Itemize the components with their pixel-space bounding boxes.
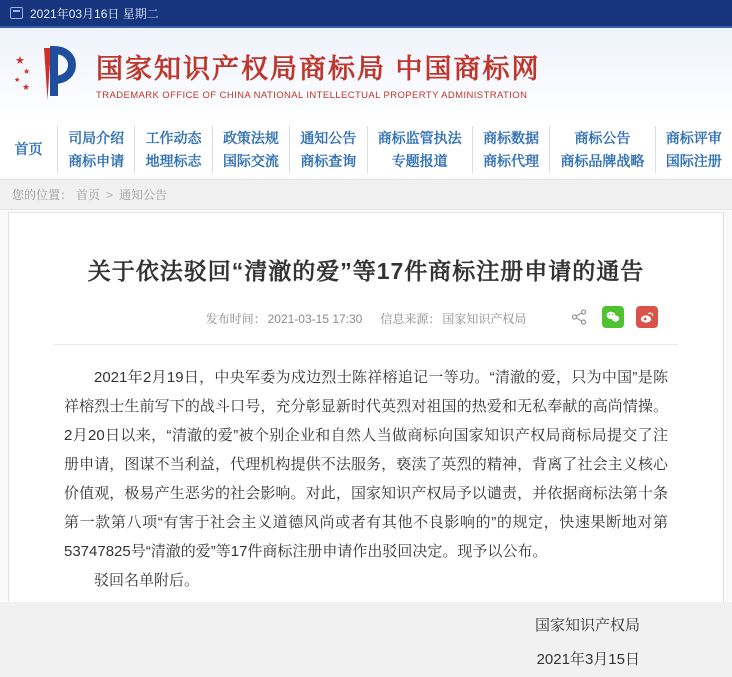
source-value: 国家知识产权局	[442, 312, 527, 326]
nav-item-data-agency[interactable]	[473, 126, 550, 173]
top-date-bar	[0, 0, 732, 28]
breadcrumb	[0, 180, 732, 210]
site-subtitle: TRADEMARK OFFICE OF CHINA NATIONAL INTELLECTUAL PROPERTY ADMINISTRATION	[96, 90, 528, 101]
source-label: 信息来源：	[380, 312, 441, 326]
nav-item-news-gi[interactable]	[135, 126, 212, 173]
article-meta	[64, 308, 668, 330]
svg-text:★: ★	[15, 55, 25, 67]
nav-label[interactable]: 商标评审	[665, 129, 722, 146]
article-paragraph: 驳回名单附后。	[94, 572, 200, 589]
site-title: 国家知识产权局商标局 中国商标网	[96, 54, 541, 84]
nav-item-gazette-strategy[interactable]	[550, 126, 655, 173]
nav-label[interactable]: 地理标志	[145, 152, 202, 169]
main-nav	[0, 120, 732, 180]
nav-label[interactable]: 商标代理	[483, 152, 540, 169]
nav-label[interactable]: 国际注册	[665, 152, 722, 169]
breadcrumb-home-link[interactable]: 首页	[76, 188, 101, 202]
nav-label[interactable]: 国际交流	[222, 152, 279, 169]
wechat-icon[interactable]	[602, 306, 624, 328]
nav-label[interactable]: 司局介绍	[68, 129, 125, 146]
svg-text:★: ★	[22, 82, 31, 92]
nav-label[interactable]: 商标监管执法	[377, 129, 462, 146]
article-body	[64, 363, 668, 595]
meta-divider	[54, 344, 678, 345]
current-date: 2021年03月16日 星期二	[30, 6, 159, 21]
breadcrumb-label: 您的位置：	[12, 188, 73, 202]
calendar-icon	[10, 7, 23, 19]
svg-text:★: ★	[14, 77, 21, 84]
nav-label[interactable]: 商标品牌战略	[560, 152, 645, 169]
signature-date: 2021年3月15日	[536, 651, 640, 668]
nav-label[interactable]: 商标公告	[574, 129, 631, 146]
breadcrumb-separator: >	[106, 187, 114, 202]
nav-label[interactable]: 通知公告	[300, 129, 357, 146]
site-header	[0, 28, 732, 120]
signature-block	[64, 609, 668, 677]
nav-item-policy-intl[interactable]	[213, 126, 290, 173]
weibo-icon[interactable]	[636, 306, 658, 328]
share-toolbar	[568, 306, 658, 328]
cnipa-logo-icon	[14, 42, 86, 106]
nav-item-review-intlreg[interactable]	[656, 126, 732, 173]
signature-org: 国家知识产权局	[534, 617, 640, 634]
article-paragraph: 2021年2月19日，中央军委为戍边烈士陈祥榕追记一等功。“清澈的爱，只为中国”是陈祥榕烈士生前写下的战斗口号，充分彰显新时代英烈对祖国的热爱和无私奉献的高尚情操。2月20日以来，“清澈的爱”被个别企业和自然人当做商标向国家知识产权局商标局提交了注册申请，图谋不当利益，代理机构提供不法服务，亵渎了英烈的精神，背离了社会主义核心价值观，极易产生恶劣的社会影响。对此，国家知识产权局予以谴责，并依据商标法第十条第一款第八项“有害于社会主义道德风尚或者有其他不良影响的”的规定，快速果断地对第53747825号“清澈的爱”等17件商标注册申请作出驳回决定。现予以公布。	[64, 369, 668, 560]
nav-item-enforcement-special[interactable]	[368, 126, 473, 173]
svg-text:★: ★	[23, 67, 31, 76]
nav-item-intro-apply[interactable]	[58, 126, 135, 173]
nav-label[interactable]: 商标查询	[300, 152, 357, 169]
nav-label[interactable]: 政策法规	[222, 129, 279, 146]
nav-label[interactable]: 首页	[14, 141, 43, 157]
nav-label[interactable]: 工作动态	[145, 129, 202, 146]
nav-item-notice-search[interactable]	[290, 126, 367, 173]
article-title: 关于依法驳回“清澈的爱”等17件商标注册申请的通告	[87, 258, 645, 284]
publish-time-label: 发布时间：	[205, 312, 266, 326]
article-card	[8, 212, 724, 668]
nav-label[interactable]: 专题报道	[391, 152, 448, 169]
share-icon[interactable]	[568, 306, 590, 328]
publish-time-value: 2021-03-15 17:30	[267, 312, 363, 326]
brand-block	[96, 47, 541, 101]
nav-item-home[interactable]	[0, 126, 58, 173]
nav-label[interactable]: 商标申请	[68, 152, 125, 169]
nav-label[interactable]: 商标数据	[483, 129, 540, 146]
breadcrumb-current-link[interactable]: 通知公告	[119, 188, 168, 202]
